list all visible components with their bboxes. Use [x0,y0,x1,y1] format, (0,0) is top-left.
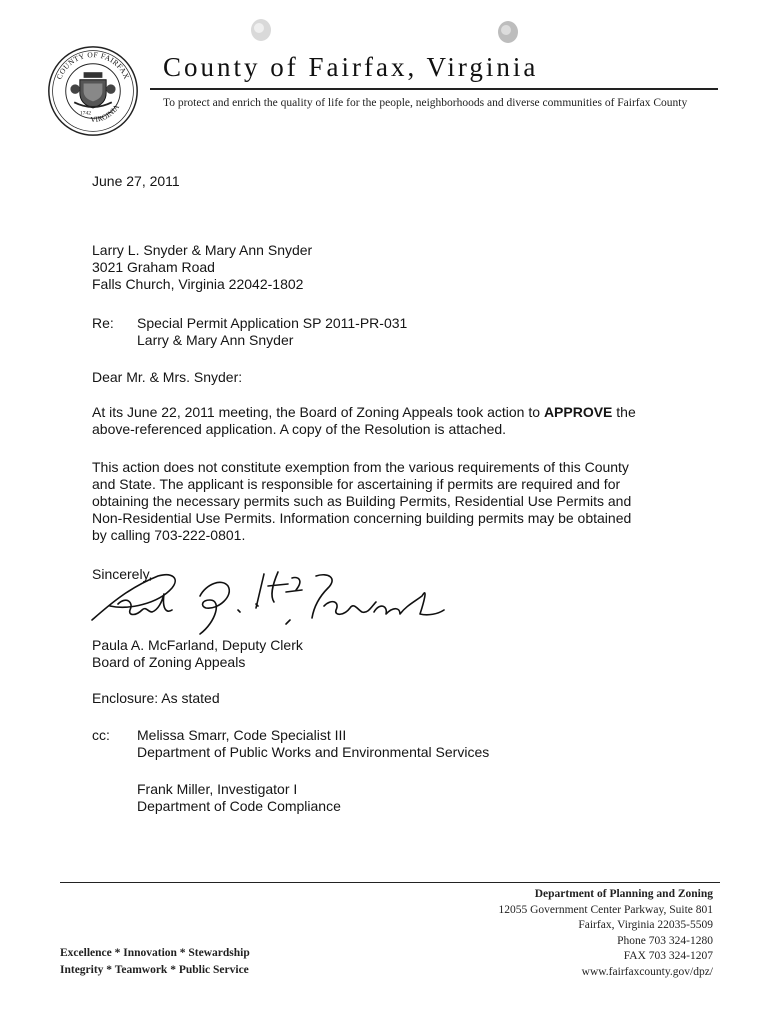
signatory-name: Paula A. McFarland, Deputy Clerk [92,637,303,653]
motto-line-1: Excellence * Innovation * Stewardship [60,947,250,959]
re-application: Special Permit Application SP 2011-PR-031 [137,315,408,331]
recipient-city: Falls Church, Virginia 22042-1802 [92,276,304,292]
footer-city-line: Fairfax, Virginia 22035-5509 [578,919,713,931]
footer-contact-block [498,887,713,980]
county-title: County of Fairfax, Virginia [163,52,539,82]
footer-fax: FAX 703 324-1207 [623,950,713,962]
cc-label: cc: [92,727,110,743]
re-applicant: Larry & Mary Ann Snyder [137,332,294,348]
cc-department: Department of Code Compliance [137,798,341,814]
paragraph-line: Non-Residential Use Permits. Information concerning building permits may be obtained [92,510,632,526]
salutation: Dear Mr. & Mrs. Snyder: [92,369,243,385]
motto-line-2: Integrity * Teamwork * Public Service [60,964,249,976]
footer-address-line: 12055 Government Center Parkway, Suite 801 [498,903,713,916]
footer-motto [60,945,250,979]
cc-recipient-1 [137,727,489,761]
paragraph-line [92,404,692,421]
decision-text-end: the [612,404,636,420]
header-divider [150,88,718,90]
handwritten-signature [88,566,448,638]
decision-text: At its June 22, 2011 meeting, the Board of Zoning Appeals took action to [92,404,544,420]
approve-emphasis: APPROVE [543,404,613,420]
county-tagline: To protect and enrich the quality of life for the people, neighborhoods and diverse communities of Fairfax County [163,97,688,109]
recipient-address [92,242,312,293]
paragraph-line: and State. The applicant is responsible for ascertaining if permits are required and for [92,476,621,492]
letter-date: June 27, 2011 [92,173,180,189]
re-subject [137,315,407,349]
punch-hole-mark [497,20,519,44]
footer-phone: Phone 703 324-1280 [617,934,713,947]
punch-hole-mark [250,18,272,42]
re-label: Re: [92,315,114,331]
enclosure-note: Enclosure: As stated [92,690,220,706]
footer-website-link[interactable]: www.fairfaxcounty.gov/dpz/ [581,965,713,978]
paragraph-line: obtaining the necessary permits such as Building Permits, Residential Use Permits and [92,493,632,509]
paragraph-line: by calling 703-222-0801. [92,527,246,543]
closing: Sincerely, [92,566,153,582]
svg-text:VIRGINIA: VIRGINIA [90,102,121,124]
recipient-street: 3021 Graham Road [92,259,215,275]
recipient-name: Larry L. Snyder & Mary Ann Snyder [92,242,313,258]
paragraph-decision [92,404,692,438]
paragraph-line: This action does not constitute exemption from the various requirements of this County [92,459,629,475]
paragraph-line: above-referenced application. A copy of the Resolution is attached. [92,421,507,437]
cc-department: Department of Public Works and Environmental Services [137,744,490,760]
footer-department: Department of Planning and Zoning [534,888,713,900]
county-seal-icon [46,44,140,138]
signatory-organization: Board of Zoning Appeals [92,654,246,670]
paragraph-permits [92,459,692,544]
svg-text:COUNTY OF FAIRFAX: COUNTY OF FAIRFAX [54,50,132,81]
svg-text:1742: 1742 [79,110,92,117]
cc-recipient-2 [137,781,341,815]
cc-name: Melissa Smarr, Code Specialist III [137,727,347,743]
cc-name: Frank Miller, Investigator I [137,781,298,797]
signatory-block [92,637,303,671]
footer-divider [60,882,720,883]
